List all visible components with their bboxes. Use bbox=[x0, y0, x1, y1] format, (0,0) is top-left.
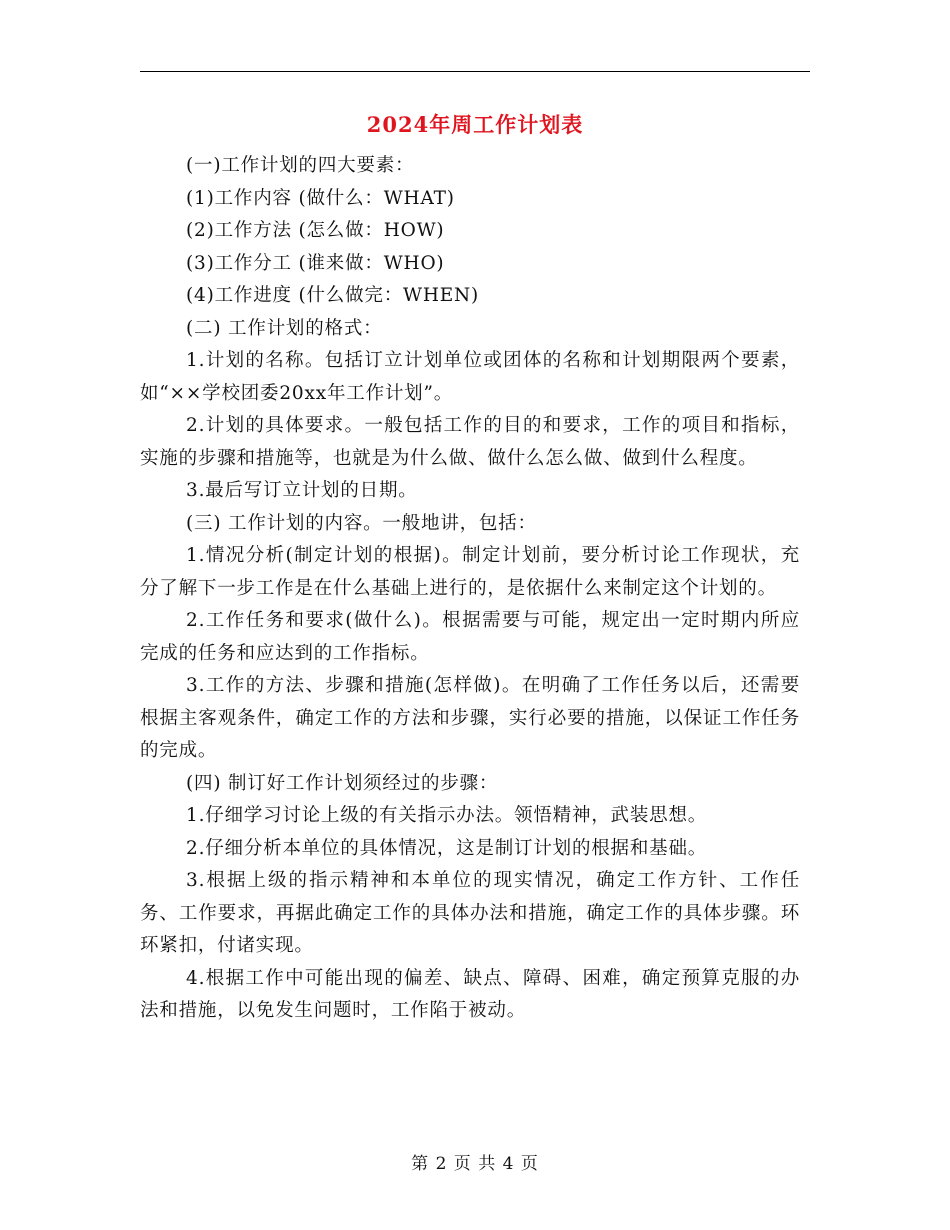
paragraph: 3.最后写订立计划的日期。 bbox=[186, 480, 418, 501]
paragraph: 3.根据上级的指示精神和本单位的现实情况，确定工作方针、工作任务、工作要求，再据此确定工作的具体办法和措施，确定工作的具体步骤。环环紧扣，付诸实现。 bbox=[140, 870, 800, 956]
paragraph: (二) 工作计划的格式： bbox=[186, 317, 383, 339]
paragraph: 1.情况分析(制定计划的根据)。制定计划前，要分析讨论工作现状，充分了解下一步工作是在什么基础上进行的，是依据什么来制定这个计划的。 bbox=[140, 545, 800, 599]
paragraph: (一)工作计划的四大要素： bbox=[186, 155, 415, 176]
paragraph: (三) 工作计划的内容。一般地讲，包括： bbox=[186, 512, 537, 534]
paragraph: (4)工作进度 (什么做完：WHEN) bbox=[186, 285, 480, 306]
paragraph: 1.仔细学习讨论上级的有关指示办法。领悟精神，武装思想。 bbox=[186, 805, 708, 826]
page-number: 第 2 页 共 4 页 bbox=[411, 1154, 539, 1174]
paragraph: 2.工作任务和要求(做什么)。根据需要与可能，规定出一定时期内所应完成的任务和应达到的工作指标。 bbox=[140, 610, 800, 664]
paragraph: 2.计划的具体要求。一般包括工作的目的和要求，工作的项目和指标，实施的步骤和措施等，也就是为什么做、做什么怎么做、做到什么程度。 bbox=[140, 415, 800, 469]
paragraph: (3)工作分工 (谁来做：WHO) bbox=[186, 252, 445, 274]
paragraph: 4.根据工作中可能出现的偏差、缺点、障碍、困难，确定预算克服的办法和措施，以免发生问题时，工作陷于被动。 bbox=[140, 967, 800, 1021]
paragraph: (1)工作内容 (做什么：WHAT) bbox=[186, 187, 455, 209]
paragraph: (2)工作方法 (怎么做：HOW) bbox=[186, 220, 445, 241]
header-rule bbox=[140, 71, 810, 72]
document-title: 2024年周工作计划表 bbox=[366, 112, 584, 137]
paragraph: 1.计划的名称。包括订立计划单位或团体的名称和计划期限两个要素，如“××学校团委20xx年工作计划”。 bbox=[140, 350, 800, 404]
paragraph: 3.工作的方法、步骤和措施(怎样做)。在明确了工作任务以后，还需要根据主客观条件，确定工作的方法和步骤，实行必要的措施，以保证工作任务的完成。 bbox=[140, 675, 800, 761]
paragraph: (四) 制订好工作计划须经过的步骤： bbox=[186, 772, 499, 794]
document-body bbox=[140, 150, 800, 1028]
paragraph: 2.仔细分析本单位的具体情况，这是制订计划的根据和基础。 bbox=[186, 837, 708, 859]
